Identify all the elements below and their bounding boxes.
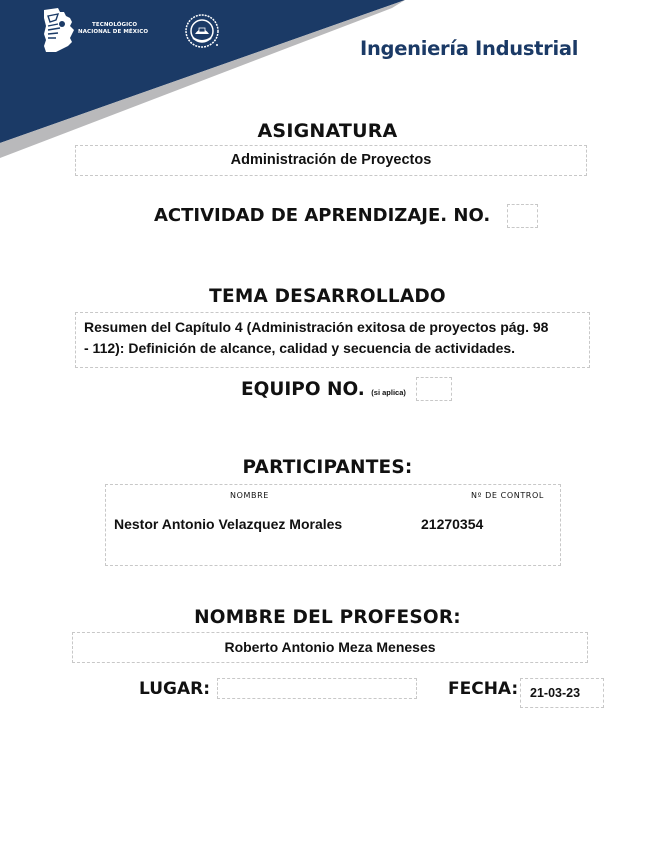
participantes-table [105, 484, 561, 566]
institution-name [78, 22, 148, 36]
institution-line-2: NACIONAL DE MÉXICO [78, 29, 149, 35]
actividad-number-field[interactable] [507, 204, 538, 228]
institution-line-1: TECNOLÓGICO [92, 22, 138, 28]
participant-name: Nestor Antonio Velazquez Morales [114, 516, 343, 532]
tema-field[interactable] [75, 312, 590, 368]
tema-line-1: Resumen del Capítulo 4 (Administración exitosa de proyectos pág. 98 [84, 319, 549, 335]
equipo-heading [241, 379, 406, 400]
asignatura-value: Administración de Proyectos [230, 152, 432, 168]
equipo-note: (si aplica) [371, 388, 406, 397]
lugar-label: LUGAR: [139, 679, 211, 699]
program-title: Ingeniería Industrial [360, 37, 579, 60]
fecha-label: FECHA: [448, 679, 519, 699]
tecnm-logo-icon [40, 6, 76, 54]
asignatura-field[interactable] [75, 145, 587, 176]
tema-heading: TEMA DESARROLLADO [209, 286, 446, 307]
equipo-number-field[interactable] [416, 377, 452, 401]
actividad-heading: ACTIVIDAD DE APRENDIZAJE. NO. [154, 205, 491, 226]
column-header-control: Nº DE CONTROL [471, 491, 544, 500]
profesor-heading: NOMBRE DEL PROFESOR: [194, 607, 461, 628]
equipo-label: EQUIPO NO. [241, 379, 365, 400]
asignatura-heading: ASIGNATURA [257, 120, 398, 142]
participant-control-number: 21270354 [421, 516, 484, 532]
lugar-field[interactable] [217, 678, 417, 699]
tema-line-2: - 112): Definición de alcance, calidad y secuencia de actividades. [84, 340, 516, 356]
participantes-heading: PARTICIPANTES: [242, 457, 413, 478]
fecha-field[interactable] [520, 678, 604, 708]
institute-seal-icon [183, 12, 221, 50]
profesor-field[interactable] [72, 632, 588, 663]
profesor-value: Roberto Antonio Meza Meneses [224, 639, 436, 655]
column-header-nombre: NOMBRE [230, 491, 269, 500]
fecha-value: 21-03-23 [530, 686, 581, 700]
